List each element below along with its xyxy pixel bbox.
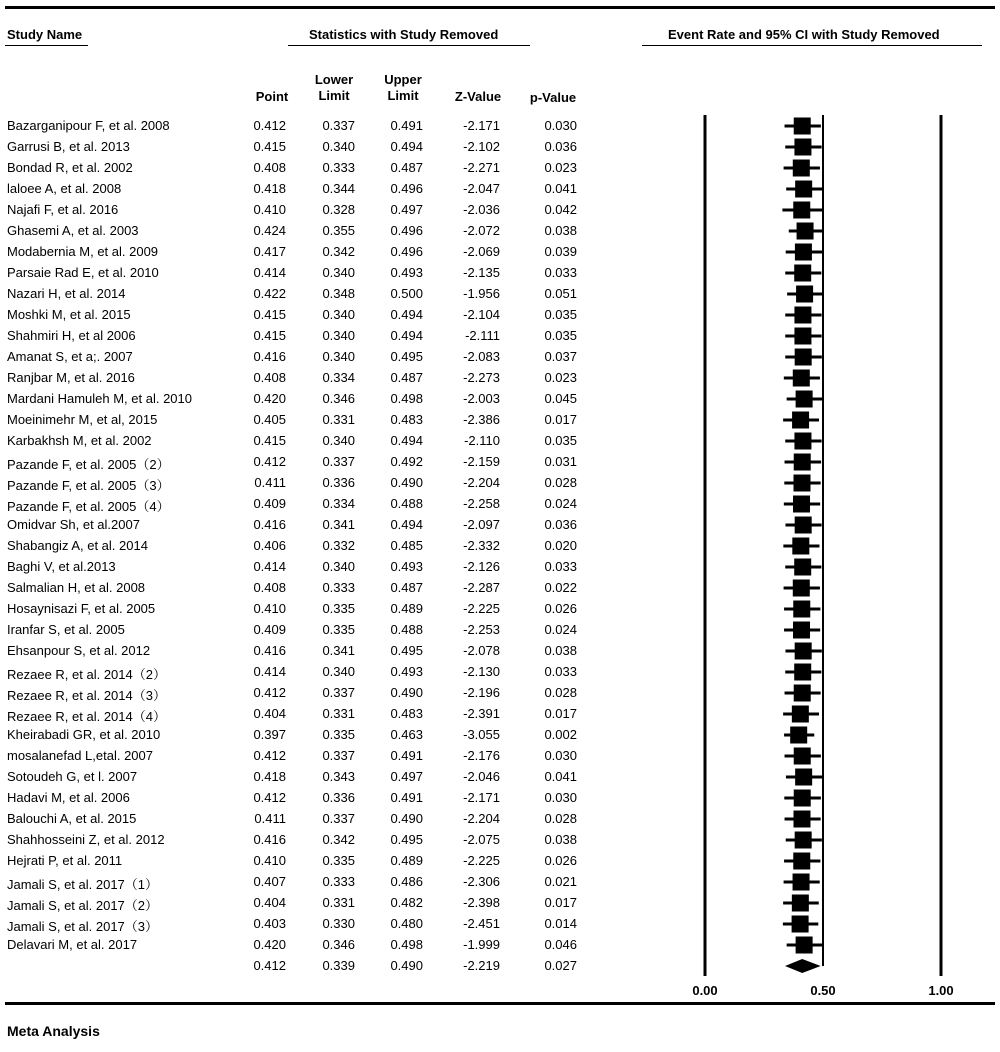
study-name-cell: Salmalian H, et al. 2008	[7, 580, 146, 595]
z-value-cell: -2.104	[463, 307, 500, 322]
study-name-cell: Ghasemi A, et al. 2003	[7, 223, 139, 238]
z-value-cell: -2.069	[463, 244, 500, 259]
z-value-cell: -2.003	[463, 391, 500, 406]
point-estimate-marker	[794, 790, 811, 807]
upper-limit-cell: 0.487	[390, 370, 423, 385]
lower-limit-cell: 0.337	[322, 685, 355, 700]
lower-limit-cell: 0.340	[322, 349, 355, 364]
point-cell: 0.406	[253, 538, 286, 553]
point-cell: 0.404	[253, 706, 286, 721]
point-cell: 0.415	[253, 139, 286, 154]
lower-limit-cell: 0.346	[322, 937, 355, 952]
point-column-header: Point	[255, 89, 289, 104]
study-name-cell: Moeinimehr M, et al, 2015	[7, 412, 158, 427]
point-cell: 0.415	[253, 328, 286, 343]
z-value-cell: -1.956	[463, 286, 500, 301]
upper-limit-cell: 0.490	[390, 475, 423, 490]
p-value-cell: 0.024	[544, 622, 577, 637]
p-value-cell: 0.020	[544, 538, 577, 553]
upper-limit-cell: 0.489	[390, 601, 423, 616]
upper-limit-cell: 0.486	[390, 874, 423, 889]
x-tick-label: 0.50	[810, 983, 836, 998]
p-value-cell: 0.023	[544, 370, 577, 385]
p-value-cell: 0.026	[544, 601, 577, 616]
study-name-cell: mosalanefad L,etal. 2007	[7, 748, 153, 763]
upper-limit-cell: 0.488	[390, 622, 423, 637]
point-cell: 0.416	[253, 517, 286, 532]
z-value-cell: -2.072	[463, 223, 500, 238]
point-cell: 0.405	[253, 412, 286, 427]
z-value-cell: -2.287	[463, 580, 500, 595]
upper-limit-cell: 0.494	[390, 328, 423, 343]
point-cell: 0.411	[254, 811, 286, 826]
lower-limit-cell: 0.337	[322, 454, 355, 469]
study-name-cell: Hejrati P, et al. 2011	[7, 853, 123, 868]
lower-limit-cell: 0.340	[322, 433, 355, 448]
point-cell: 0.411	[254, 475, 286, 490]
point-estimate-marker	[795, 769, 812, 786]
point-estimate-marker	[796, 391, 813, 408]
point-cell: 0.414	[253, 559, 286, 574]
study-name-cell: Jamali S, et al. 2017（1）	[7, 877, 159, 892]
point-cell: 0.415	[253, 433, 286, 448]
point-cell: 0.408	[253, 370, 286, 385]
upper-limit-cell: 0.495	[390, 643, 423, 658]
lower-limit-cell: 0.333	[322, 874, 355, 889]
upper-limit-cell: 0.487	[390, 160, 423, 175]
x-tick-label: 0.00	[692, 983, 718, 998]
p-value-cell: 0.042	[544, 202, 577, 217]
z-value-cell: -2.219	[463, 958, 500, 973]
point-cell: 0.414	[253, 265, 286, 280]
z-value-cell: -2.225	[463, 601, 500, 616]
p-value-cell: 0.038	[544, 223, 577, 238]
point-estimate-marker	[792, 895, 809, 912]
study-name-cell: Hosaynisazi F, et al. 2005	[7, 601, 156, 616]
point-estimate-marker	[792, 412, 809, 429]
z-value-cell: -2.083	[463, 349, 500, 364]
z-value-cell: -2.271	[463, 160, 500, 175]
p-value-cell: 0.014	[544, 916, 577, 931]
point-cell: 0.412	[253, 748, 286, 763]
point-cell: 0.418	[253, 769, 286, 784]
z-value-cell: -2.135	[463, 265, 500, 280]
point-cell: 0.412	[253, 685, 286, 700]
point-cell: 0.404	[253, 895, 286, 910]
study-name-cell: Rezaee R, et al. 2014（2）	[7, 667, 166, 682]
upper-limit-cell: 0.496	[390, 244, 423, 259]
point-cell: 0.424	[253, 223, 286, 238]
study-name-cell: Rezaee R, et al. 2014（4）	[7, 709, 166, 724]
upper-limit-cell: 0.482	[390, 895, 423, 910]
p-value-cell: 0.045	[544, 391, 577, 406]
z-value-cell: -2.078	[463, 643, 500, 658]
point-cell: 0.407	[253, 874, 286, 889]
lower-limit-cell: 0.335	[322, 727, 355, 742]
upper-limit-cell: 0.492	[390, 454, 423, 469]
lower-limit-cell: 0.330	[322, 916, 355, 931]
upper-limit-cell: 0.483	[390, 706, 423, 721]
point-cell: 0.403	[253, 916, 286, 931]
point-estimate-marker	[794, 328, 811, 345]
lower-limit-cell: 0.335	[322, 853, 355, 868]
z-value-cell: -2.258	[463, 496, 500, 511]
p-value-cell: 0.030	[544, 748, 577, 763]
lower-limit-cell: 0.341	[322, 643, 355, 658]
point-estimate-marker	[793, 811, 810, 828]
p-value-cell: 0.037	[544, 349, 577, 364]
point-estimate-marker	[795, 643, 812, 660]
p-value-cell: 0.023	[544, 160, 577, 175]
point-cell: 0.408	[253, 160, 286, 175]
p-value-cell: 0.035	[544, 433, 577, 448]
point-cell: 0.416	[253, 643, 286, 658]
p-value-cell: 0.030	[544, 790, 577, 805]
z-value-cell: -2.126	[463, 559, 500, 574]
study-name-cell: Shahmiri H, et al 2006	[7, 328, 136, 343]
p-value-cell: 0.024	[544, 496, 577, 511]
point-estimate-marker	[795, 181, 812, 198]
study-name-cell: Pazande F, et al. 2005（4）	[7, 499, 170, 514]
z-value-cell: -2.176	[463, 748, 500, 763]
upper-limit-cell: 0.497	[390, 769, 423, 784]
point-estimate-marker	[796, 286, 813, 303]
p-value-cell: 0.036	[544, 517, 577, 532]
upper-limit-cell: 0.493	[390, 265, 423, 280]
point-cell: 0.409	[253, 622, 286, 637]
point-cell: 0.410	[253, 853, 286, 868]
p-value-cell: 0.022	[544, 580, 577, 595]
upper-limit-cell: 0.498	[390, 391, 423, 406]
p-value-cell: 0.028	[544, 475, 577, 490]
point-cell: 0.412	[253, 454, 286, 469]
point-cell: 0.416	[253, 832, 286, 847]
upper-limit-cell: 0.494	[390, 433, 423, 448]
upper-limit-cell: 0.496	[390, 181, 423, 196]
point-estimate-marker	[793, 496, 810, 513]
study-name-cell: Jamali S, et al. 2017（3）	[7, 919, 159, 934]
upper-limit-cell: 0.494	[390, 139, 423, 154]
upper-limit-cell: 0.485	[390, 538, 423, 553]
z-value-column-header: Z-Value	[454, 89, 502, 104]
z-value-cell: -2.398	[463, 895, 500, 910]
study-name-cell: Najafi F, et al. 2016	[7, 202, 119, 217]
lower-limit-cell: 0.340	[322, 664, 355, 679]
lower-limit-cell: 0.334	[322, 370, 355, 385]
z-value-cell: -2.332	[463, 538, 500, 553]
lower-limit-cell: 0.334	[322, 496, 355, 511]
upper-limit-cell: 0.495	[390, 349, 423, 364]
study-name-cell: Bazarganipour F, et al. 2008	[7, 118, 170, 133]
point-estimate-marker	[794, 265, 811, 282]
p-value-column-header: p-Value	[529, 90, 577, 105]
lower-limit-cell: 0.346	[322, 391, 355, 406]
point-cell: 0.420	[253, 391, 286, 406]
lower-limit-cell: 0.337	[322, 118, 355, 133]
point-estimate-marker	[795, 832, 812, 849]
z-value-cell: -2.036	[463, 202, 500, 217]
study-name-cell: Karbakhsh M, et al. 2002	[7, 433, 152, 448]
p-value-cell: 0.033	[544, 559, 577, 574]
z-value-cell: -2.047	[463, 181, 500, 196]
study-name-cell: Garrusi B, et al. 2013	[7, 139, 130, 154]
footer-label: Meta Analysis	[7, 1023, 100, 1039]
upper-limit-cell: 0.493	[390, 664, 423, 679]
upper-limit-cell: 0.490	[390, 958, 423, 973]
lower-limit-cell: 0.333	[322, 160, 355, 175]
z-value-cell: -2.046	[463, 769, 500, 784]
study-name-cell: Delavari M, et al. 2017	[7, 937, 138, 952]
lower-limit-cell: 0.328	[322, 202, 355, 217]
lower-limit-cell: 0.331	[322, 706, 355, 721]
lower-limit-cell: 0.342	[322, 244, 355, 259]
study-name-cell: Parsaie Rad E, et al. 2010	[7, 265, 159, 280]
z-value-cell: -2.391	[463, 706, 500, 721]
z-value-cell: -2.130	[463, 664, 500, 679]
p-value-cell: 0.033	[544, 265, 577, 280]
lower-limit-cell: 0.340	[322, 307, 355, 322]
upper-limit-column-header: Upper Limit	[384, 72, 422, 103]
lower-limit-cell: 0.340	[322, 265, 355, 280]
lower-limit-cell: 0.348	[322, 286, 355, 301]
z-value-cell: -2.196	[463, 685, 500, 700]
p-value-cell: 0.027	[544, 958, 577, 973]
upper-limit-cell: 0.490	[390, 685, 423, 700]
lower-limit-cell: 0.335	[322, 622, 355, 637]
study-name-cell: Hadavi M, et al. 2006	[7, 790, 130, 805]
study-name-cell: Amanat S, et a;. 2007	[7, 349, 133, 364]
p-value-cell: 0.041	[544, 769, 577, 784]
study-name-cell: Sotoudeh G, et l. 2007	[7, 769, 138, 784]
point-estimate-marker	[794, 433, 811, 450]
study-name-cell: Jamali S, et al. 2017（2）	[7, 898, 159, 913]
point-estimate-marker	[795, 517, 812, 534]
p-value-cell: 0.038	[544, 832, 577, 847]
p-value-cell: 0.039	[544, 244, 577, 259]
z-value-cell: -2.171	[463, 790, 500, 805]
lower-limit-cell: 0.339	[322, 958, 355, 973]
study-name-header: Study Name	[7, 27, 83, 42]
study-name-cell: Moshki M, et al. 2015	[7, 307, 131, 322]
z-value-cell: -1.999	[463, 937, 500, 952]
p-value-cell: 0.017	[544, 412, 577, 427]
point-cell: 0.414	[253, 664, 286, 679]
lower-limit-cell: 0.344	[322, 181, 355, 196]
point-cell: 0.420	[253, 937, 286, 952]
lower-limit-cell: 0.337	[322, 811, 355, 826]
point-estimate-marker	[795, 349, 812, 366]
z-value-cell: -2.102	[463, 139, 500, 154]
stats-group-header: Statistics with Study Removed	[309, 27, 499, 42]
upper-limit-cell: 0.491	[390, 790, 423, 805]
point-cell: 0.418	[253, 181, 286, 196]
lower-limit-cell: 0.336	[322, 790, 355, 805]
point-estimate-marker	[793, 370, 810, 387]
z-value-cell: -2.306	[463, 874, 500, 889]
upper-limit-cell: 0.489	[390, 853, 423, 868]
p-value-cell: 0.017	[544, 895, 577, 910]
upper-limit-cell: 0.496	[390, 223, 423, 238]
point-estimate-marker	[793, 874, 810, 891]
point-estimate-marker	[794, 454, 811, 471]
lower-limit-cell: 0.340	[322, 328, 355, 343]
lower-limit-cell: 0.331	[322, 412, 355, 427]
point-cell: 0.417	[253, 244, 286, 259]
x-tick-label: 1.00	[928, 983, 954, 998]
z-value-cell: -2.110	[464, 433, 500, 448]
point-estimate-marker	[794, 307, 811, 324]
point-estimate-marker	[793, 160, 810, 177]
z-value-cell: -3.055	[463, 727, 500, 742]
z-value-cell: -2.451	[463, 916, 500, 931]
study-name-cell: Pazande F, et al. 2005（3）	[7, 478, 170, 493]
point-estimate-marker	[792, 916, 809, 933]
lower-limit-cell: 0.332	[322, 538, 355, 553]
p-value-cell: 0.051	[544, 286, 577, 301]
summary-diamond	[785, 959, 821, 973]
z-value-cell: -2.204	[463, 811, 500, 826]
upper-limit-cell: 0.495	[390, 832, 423, 847]
point-estimate-marker	[790, 727, 807, 744]
study-name-cell: Shahhosseini Z, et al. 2012	[7, 832, 165, 847]
z-value-cell: -2.075	[463, 832, 500, 847]
upper-limit-cell: 0.491	[390, 748, 423, 763]
point-cell: 0.412	[253, 118, 286, 133]
point-estimate-marker	[794, 118, 811, 135]
lower-limit-cell: 0.336	[322, 475, 355, 490]
p-value-cell: 0.031	[544, 454, 577, 469]
z-value-cell: -2.225	[463, 853, 500, 868]
upper-limit-cell: 0.500	[390, 286, 423, 301]
study-name-cell: Nazari H, et al. 2014	[7, 286, 126, 301]
upper-limit-cell: 0.483	[390, 412, 423, 427]
point-estimate-marker	[793, 475, 810, 492]
plot-group-header: Event Rate and 95% CI with Study Removed	[668, 27, 940, 42]
study-name-cell: Pazande F, et al. 2005（2）	[7, 457, 170, 472]
study-name-cell: Balouchi A, et al. 2015	[7, 811, 137, 826]
study-name-cell: Baghi V, et al.2013	[7, 559, 116, 574]
lower-limit-cell: 0.337	[322, 748, 355, 763]
point-cell: 0.412	[253, 790, 286, 805]
study-name-cell: Kheirabadi GR, et al. 2010	[7, 727, 161, 742]
point-estimate-marker	[793, 601, 810, 618]
upper-limit-cell: 0.490	[390, 811, 423, 826]
point-estimate-marker	[794, 139, 811, 156]
point-estimate-marker	[794, 664, 811, 681]
point-estimate-marker	[794, 748, 811, 765]
p-value-cell: 0.028	[544, 811, 577, 826]
study-name-cell: Rezaee R, et al. 2014（3）	[7, 688, 166, 703]
lower-limit-cell: 0.335	[322, 601, 355, 616]
point-estimate-marker	[794, 685, 811, 702]
lower-limit-cell: 0.343	[322, 769, 355, 784]
upper-limit-cell: 0.493	[390, 559, 423, 574]
study-name-cell: laloee A, et al. 2008	[7, 181, 122, 196]
study-name-cell: Ranjbar M, et al. 2016	[7, 370, 135, 385]
lower-limit-column-header: Lower Limit	[314, 72, 354, 103]
point-estimate-marker	[795, 244, 812, 261]
z-value-cell: -2.386	[463, 412, 500, 427]
study-name-cell: Mardani Hamuleh M, et al. 2010	[7, 391, 192, 406]
p-value-cell: 0.030	[544, 118, 577, 133]
upper-limit-cell: 0.480	[390, 916, 423, 931]
lower-limit-cell: 0.333	[322, 580, 355, 595]
z-value-cell: -2.253	[463, 622, 500, 637]
z-value-cell: -2.097	[463, 517, 500, 532]
p-value-cell: 0.036	[544, 139, 577, 154]
point-estimate-marker	[793, 622, 810, 639]
point-cell: 0.409	[253, 496, 286, 511]
upper-limit-cell: 0.494	[390, 517, 423, 532]
p-value-cell: 0.021	[544, 874, 577, 889]
z-value-cell: -2.171	[463, 118, 500, 133]
lower-limit-cell: 0.331	[322, 895, 355, 910]
z-value-cell: -2.273	[463, 370, 500, 385]
point-cell: 0.397	[253, 727, 286, 742]
point-estimate-marker	[792, 538, 809, 555]
p-value-cell: 0.038	[544, 643, 577, 658]
lower-limit-cell: 0.341	[322, 517, 355, 532]
point-cell: 0.422	[253, 286, 286, 301]
lower-limit-cell: 0.340	[322, 139, 355, 154]
study-name-cell: Modabernia M, et al. 2009	[7, 244, 159, 259]
study-name-cell: Iranfar S, et al. 2005	[7, 622, 125, 637]
point-estimate-marker	[793, 202, 810, 219]
p-value-cell: 0.017	[544, 706, 577, 721]
p-value-cell: 0.033	[544, 664, 577, 679]
point-cell: 0.410	[253, 601, 286, 616]
lower-limit-cell: 0.340	[322, 559, 355, 574]
point-estimate-marker	[794, 559, 811, 576]
z-value-cell: -2.204	[463, 475, 500, 490]
lower-limit-cell: 0.355	[322, 223, 355, 238]
study-name-cell: Ehsanpour S, et al. 2012	[7, 643, 151, 658]
point-cell: 0.416	[253, 349, 286, 364]
z-value-cell: -2.111	[465, 328, 500, 343]
point-estimate-marker	[793, 580, 810, 597]
p-value-cell: 0.041	[544, 181, 577, 196]
upper-limit-cell: 0.487	[390, 580, 423, 595]
upper-limit-cell: 0.498	[390, 937, 423, 952]
point-estimate-marker	[796, 937, 813, 954]
study-name-cell: Bondad R, et al. 2002	[7, 160, 133, 175]
study-name-cell: Shabangiz A, et al. 2014	[7, 538, 148, 553]
lower-limit-cell: 0.342	[322, 832, 355, 847]
p-value-cell: 0.026	[544, 853, 577, 868]
point-estimate-marker	[797, 223, 814, 240]
p-value-cell: 0.035	[544, 328, 577, 343]
p-value-cell: 0.035	[544, 307, 577, 322]
point-cell: 0.412	[253, 958, 286, 973]
point-estimate-marker	[792, 706, 809, 723]
point-cell: 0.410	[253, 202, 286, 217]
upper-limit-cell: 0.497	[390, 202, 423, 217]
z-value-cell: -2.159	[463, 454, 500, 469]
p-value-cell: 0.046	[544, 937, 577, 952]
p-value-cell: 0.002	[544, 727, 577, 742]
upper-limit-cell: 0.494	[390, 307, 423, 322]
upper-limit-cell: 0.488	[390, 496, 423, 511]
point-cell: 0.415	[253, 307, 286, 322]
upper-limit-cell: 0.491	[390, 118, 423, 133]
point-cell: 0.408	[253, 580, 286, 595]
upper-limit-cell: 0.463	[390, 727, 423, 742]
point-estimate-marker	[793, 853, 810, 870]
study-name-cell: Omidvar Sh, et al.2007	[7, 517, 140, 532]
p-value-cell: 0.028	[544, 685, 577, 700]
